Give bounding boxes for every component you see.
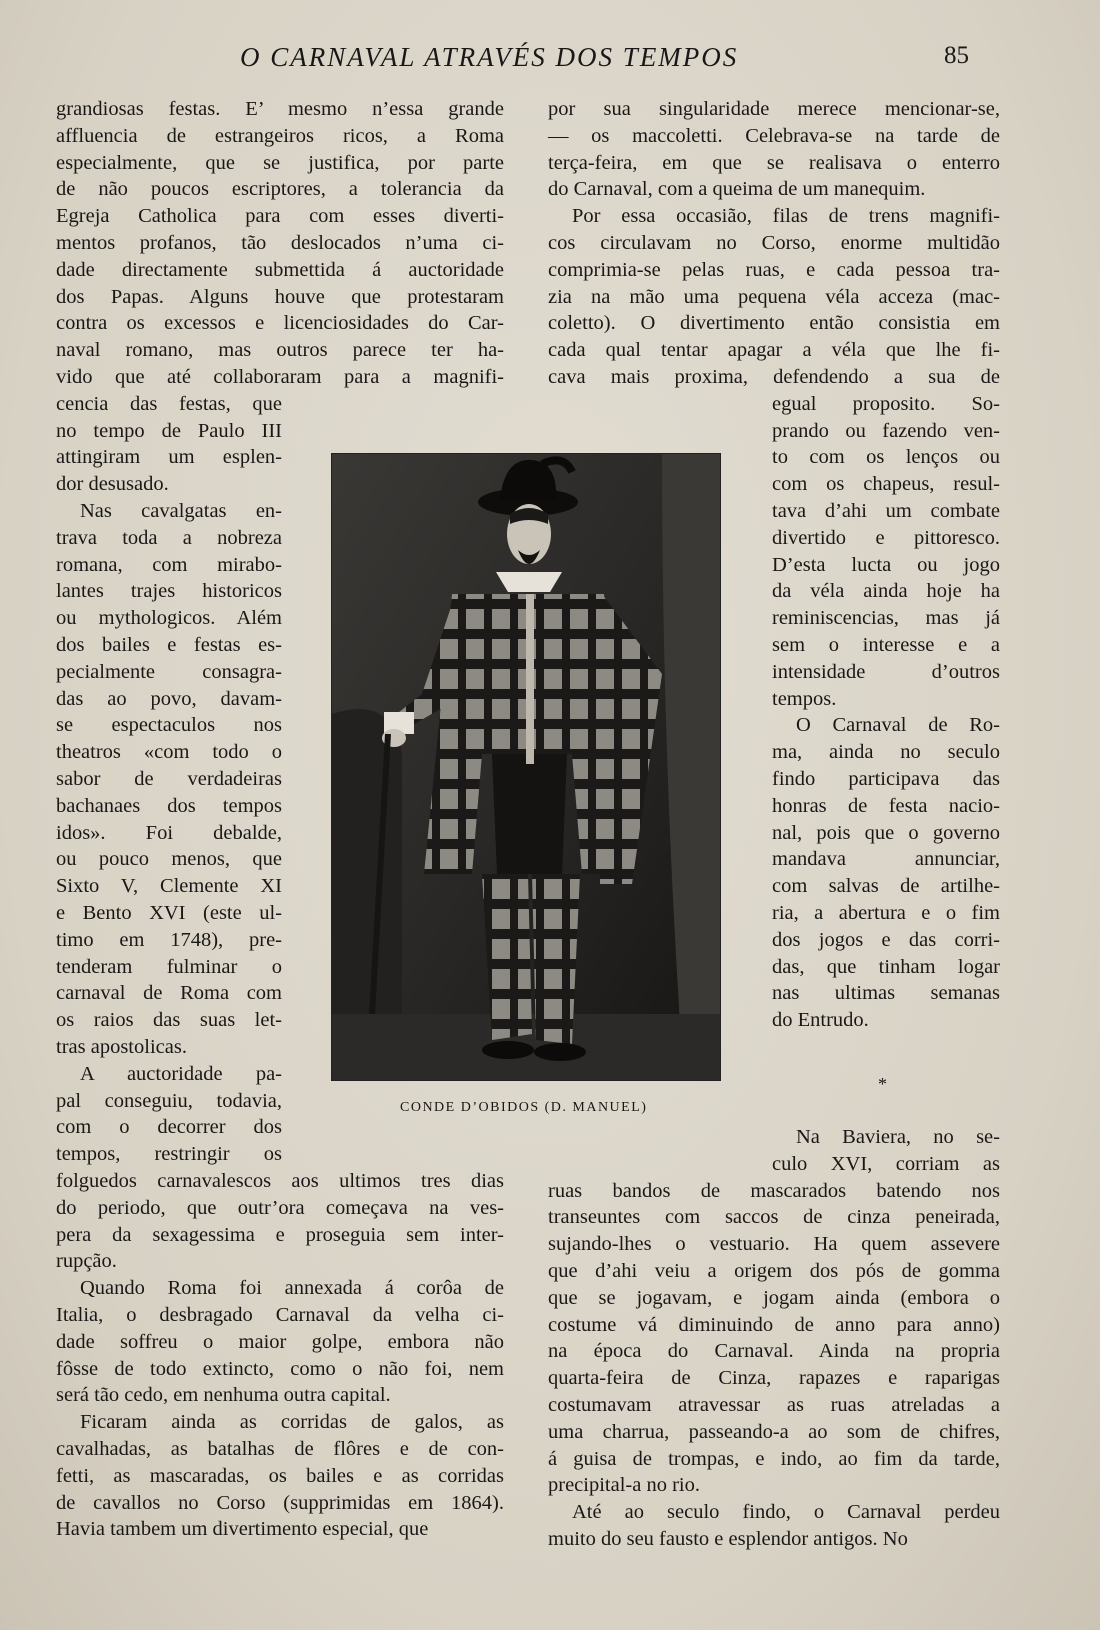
- left-text-line: especialmente, que se justifica, por parte: [56, 151, 504, 174]
- left-text-line: Italia, o desbragado Carnaval da velha ci-: [56, 1304, 504, 1326]
- portrait-illustration: [332, 454, 720, 1080]
- right-text-line: nal, pois que o governo: [772, 821, 1000, 844]
- left-text-line: com o decorrer dos: [56, 1116, 282, 1139]
- right-text-line: cava mais proxima, defendendo a sua de: [548, 366, 1000, 388]
- right-text-line: terça-feira, em que se realisava o enterro: [548, 151, 1000, 174]
- right-text-line: costume vá diminuindo de anno para anno): [548, 1313, 1000, 1336]
- left-text-line: naval romano, mas outros parece ter ha-: [56, 339, 504, 362]
- left-text-line: affluencia de estrangeiros ricos, a Roma: [56, 124, 504, 147]
- left-text-line: pecialmente consagra-: [56, 660, 282, 683]
- right-text-line: Na Baviera, no se-: [796, 1126, 1000, 1148]
- figure-caption: CONDE D’OBIDOS (D. MANUEL): [400, 1100, 648, 1115]
- left-text-line: fetti, as mascaradas, os bailes e as corridas: [56, 1464, 504, 1487]
- right-text-line: que se jogavam, e jogam ainda (embora o: [548, 1286, 1000, 1309]
- right-text-line: intensidade d’outros: [772, 660, 1000, 683]
- right-text-line: mandava annunciar,: [772, 848, 1000, 871]
- right-text-line: na época do Carnaval. Ainda na propria: [548, 1340, 1000, 1363]
- left-text-line: das ao povo, davam-: [56, 687, 282, 710]
- left-text-line: os raios das suas let-: [56, 1009, 282, 1032]
- right-text-line: que d’ahi veiu a origem dos pós de gomma: [548, 1260, 1000, 1282]
- right-text-line: quarta-feira de Cinza, rapazes e raparigas: [548, 1367, 1000, 1390]
- left-text-line: folguedos carnavalescos aos ultimos tres dias: [56, 1170, 504, 1192]
- left-text-line: cencia das festas, que: [56, 392, 282, 415]
- left-text-line: idos». Foi debalde,: [56, 821, 282, 844]
- right-text-line: divertido e pittoresco.: [772, 526, 1000, 549]
- left-text-line: tempos, restringir os: [56, 1143, 282, 1166]
- right-text-line: O Carnaval de Ro-: [796, 714, 1000, 737]
- right-text-line: ruas bandos de mascarados batendo nos: [548, 1179, 1000, 1202]
- left-text-line: Havia tambem um divertimento especial, que: [56, 1518, 429, 1541]
- left-text-line: no tempo de Paulo III: [56, 419, 282, 442]
- right-text-line: transeuntes com saccos de cinza peneirada,: [548, 1206, 1000, 1229]
- right-text-line: ma, ainda no seculo: [772, 741, 1000, 764]
- right-text-line: comprimia-se pelas ruas, e cada pessoa tra-: [548, 258, 1000, 281]
- left-text-line: de cavallos no Corso (supprimidas em 1864).: [56, 1491, 504, 1514]
- right-text-line: sujando-lhes o vestuario. Ha quem assevere: [548, 1233, 1000, 1256]
- right-text-line: com os chapeus, resul-: [772, 473, 1000, 496]
- right-text-line: por sua singularidade merece mencionar-se,: [548, 98, 1000, 120]
- left-text-line: rupção.: [56, 1250, 117, 1273]
- left-text-line: dos Papas. Alguns houve que protestaram: [56, 285, 504, 308]
- left-text-line: theatros «com todo o: [56, 741, 282, 764]
- left-text-line: dor desusado.: [56, 473, 169, 496]
- left-text-line: grandiosas festas. E’ mesmo n’essa grande: [56, 98, 504, 120]
- left-text-line: e Bento XVI (este ul-: [56, 902, 282, 924]
- right-text-line: das, que tinham logar: [772, 955, 1000, 978]
- left-text-line: Quando Roma foi annexada á corôa de: [80, 1277, 504, 1300]
- right-text-line: da véla ainda hoje ha: [772, 580, 1000, 603]
- left-text-line: pera da sexagessima e proseguia sem inter-: [56, 1223, 504, 1246]
- right-text-line: do Entrudo.: [772, 1009, 869, 1032]
- right-text-line: to com os lenços ou: [772, 446, 1000, 469]
- right-text-line: prando ou fazendo ven-: [772, 419, 1000, 442]
- right-text-line: D’esta lucta ou jogo: [772, 553, 1000, 576]
- left-text-line: romana, com mirabo-: [56, 553, 282, 576]
- left-text-line: vido que até collaboraram para a magnifi-: [56, 366, 504, 388]
- right-text-line: egual proposito. So-: [772, 392, 1000, 415]
- left-text-line: Ficaram ainda as corridas de galos, as: [80, 1411, 504, 1434]
- left-text-line: mentos profanos, tão deslocados n’uma ci-: [56, 232, 504, 254]
- right-text-line: muito do seu fausto e esplendor antigos. No: [548, 1528, 908, 1550]
- left-text-line: se espectaculos nos: [56, 714, 282, 737]
- right-text-line: ria, a abertura e o fim: [772, 902, 1000, 924]
- right-text-line: dos jogos e das corri-: [772, 928, 1000, 951]
- left-text-line: Egreja Catholica para com esses diverti-: [56, 205, 504, 228]
- left-text-line: será tão cedo, em nenhuma outra capital.: [56, 1384, 391, 1407]
- running-title: O CARNAVAL ATRAVÉS DOS TEMPOS: [240, 42, 739, 72]
- right-text-line: tempos.: [772, 687, 837, 710]
- right-text-line: findo participava das: [772, 768, 1000, 790]
- portrait-photo: [332, 454, 720, 1080]
- right-text-line: — os maccoletti. Celebrava-se na tarde de: [548, 124, 1000, 147]
- right-text-line: uma charrua, passeando-a ao som de chifres,: [548, 1420, 1000, 1443]
- right-text-line: do Carnaval, com a queima de um manequim.: [548, 178, 926, 201]
- left-text-line: pal conseguiu, todavia,: [56, 1089, 282, 1112]
- right-text-line: reminiscencias, mas já: [772, 607, 1000, 630]
- right-text-line: precipital-a no rio.: [548, 1474, 700, 1497]
- right-text-line: coletto). O divertimento então consistia em: [548, 312, 1000, 335]
- right-text-line: sem o interesse e a: [772, 634, 1000, 656]
- left-text-line: Nas cavalgatas en-: [80, 500, 282, 522]
- left-text-line: tenderam fulminar o: [56, 955, 282, 978]
- right-text-line: tava d’ahi um combate: [772, 500, 1000, 522]
- left-text-line: trava toda a nobreza: [56, 526, 282, 549]
- right-text-line: cada qual tentar apagar a véla que lhe fi-: [548, 339, 1000, 362]
- left-text-line: tras apostolicas.: [56, 1036, 187, 1058]
- left-text-line: do periodo, que outr’ora começava na ves-: [56, 1196, 504, 1219]
- page-header: [0, 40, 1100, 80]
- left-text-line: ou pouco menos, que: [56, 848, 282, 871]
- right-text-line: honras de festa nacio-: [772, 794, 1000, 817]
- left-text-line: de não poucos escriptores, a tolerancia da: [56, 178, 504, 201]
- left-text-line: cavalhadas, as batalhas de flôres e de con-: [56, 1438, 504, 1460]
- left-text-line: dade directamente submettida á auctoridade: [56, 258, 504, 281]
- right-text-line: Por essa occasião, filas de trens magnifi-: [572, 205, 1000, 228]
- right-text-line: cos circulavam no Corso, enorme multidão: [548, 232, 1000, 254]
- right-text-line: nas ultimas semanas: [772, 982, 1000, 1005]
- left-text-line: contra os excessos e licenciosidades do Car-: [56, 312, 504, 335]
- left-text-line: ou mythologicos. Além: [56, 607, 282, 630]
- right-text-line: com salvas de artilhe-: [772, 875, 1000, 898]
- left-text-line: sabor de verdadeiras: [56, 768, 282, 790]
- left-text-line: dos bailes e festas es-: [56, 634, 282, 656]
- left-text-line: Sixto V, Clemente XI: [56, 875, 282, 898]
- left-text-line: lantes trajes historicos: [56, 580, 282, 603]
- left-text-line: carnaval de Roma com: [56, 982, 282, 1005]
- right-text-line: costumavam atravessar as ruas atreladas a: [548, 1394, 1000, 1416]
- left-text-line: bachanaes dos tempos: [56, 794, 282, 817]
- left-text-line: dade soffreu o maior golpe, embora não: [56, 1330, 504, 1353]
- page-number: 85: [944, 42, 969, 69]
- right-text-line: Até ao seculo findo, o Carnaval perdeu: [572, 1501, 1000, 1524]
- right-text-line: culo XVI, corriam as: [772, 1152, 1000, 1175]
- left-text-line: fôsse de todo extincto, como o não foi, nem: [56, 1357, 504, 1380]
- right-text-line: á guisa de trompas, e indo, ao fim da tarde,: [548, 1447, 1000, 1470]
- left-text-line: A auctoridade pa-: [80, 1062, 282, 1085]
- section-separator: *: [878, 1074, 887, 1094]
- right-text-line: zia na mão uma pequena véla acceza (mac-: [548, 285, 1000, 308]
- left-text-line: attingiram um esplen-: [56, 446, 282, 469]
- left-text-line: timo em 1748), pre-: [56, 928, 282, 951]
